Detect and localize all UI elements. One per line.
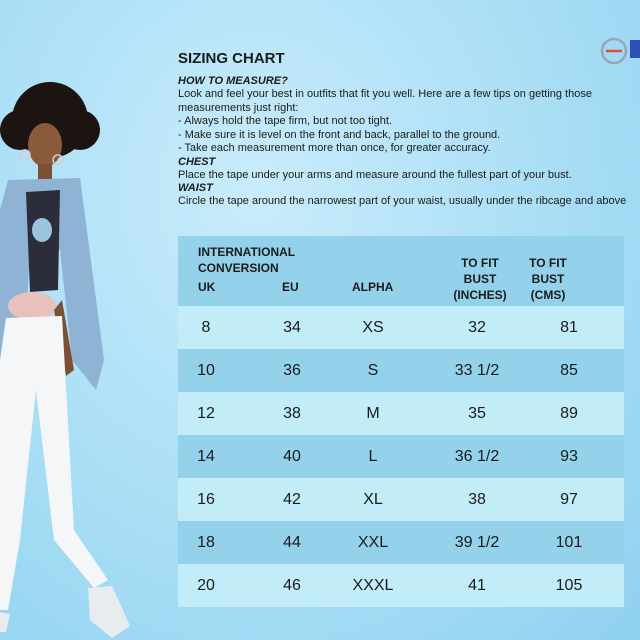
cell-alpha: XXXL: [352, 577, 394, 594]
header-inches-line1: TO FIT: [461, 256, 499, 270]
table-row: [178, 478, 624, 521]
cell-cms: 89: [560, 405, 578, 422]
how-to-measure-heading: HOW TO MEASURE?: [178, 75, 288, 87]
cell-uk: 14: [197, 448, 215, 465]
cell-cms: 97: [560, 491, 578, 508]
cell-inches: 32: [468, 319, 486, 336]
cell-cms: 101: [555, 534, 583, 551]
table-row: [178, 564, 624, 607]
cell-inches: 38: [468, 491, 486, 508]
cell-alpha: XXL: [357, 534, 389, 551]
header-inches-line2: BUST: [463, 272, 497, 286]
header-intl-line2: CONVERSION: [198, 261, 279, 275]
cell-uk: 10: [197, 362, 215, 379]
cell-eu: 38: [283, 405, 301, 422]
cell-uk: 20: [197, 577, 215, 594]
size-table: [178, 236, 624, 607]
header-cms-line2: BUST: [531, 272, 565, 286]
header-alpha: ALPHA: [352, 280, 394, 294]
table-row: [178, 306, 624, 349]
cell-uk: 8: [201, 319, 211, 336]
cell-inches: 39 1/2: [454, 534, 500, 551]
intro-line: - Take each measurement more than once, for greater accuracy.: [178, 142, 491, 154]
cell-alpha: L: [368, 448, 378, 465]
cell-eu: 36: [283, 362, 301, 379]
table-body: [178, 306, 624, 607]
cell-eu: 34: [283, 319, 301, 336]
chest-heading: CHEST: [178, 155, 216, 168]
cell-alpha: M: [366, 405, 380, 422]
table-row: [178, 435, 624, 478]
waist-heading: WAIST: [178, 182, 213, 194]
header-cms-line1: TO FIT: [529, 256, 567, 270]
intro-line: measurements just right:: [178, 101, 299, 114]
table-row: [178, 521, 624, 564]
cell-cms: 105: [555, 577, 583, 594]
chest-text: Place the tape under your arms and measure around the fullest part of your bust.: [178, 168, 572, 181]
cell-eu: 46: [283, 577, 301, 594]
model-photo: [0, 60, 150, 640]
cell-uk: 12: [197, 405, 215, 422]
cell-eu: 42: [283, 491, 301, 508]
cell-uk: 16: [197, 491, 215, 508]
sizing-instructions: [178, 50, 640, 209]
cell-alpha: S: [367, 362, 379, 379]
header-inches-line3: (INCHES): [453, 288, 507, 302]
cell-cms: 85: [560, 362, 578, 379]
header-intl-line1: INTERNATIONAL: [198, 245, 296, 259]
cell-inches: 41: [468, 577, 486, 594]
cell-inches: 33 1/2: [454, 362, 500, 379]
table-row: [178, 349, 624, 392]
page-title: SIZING CHART: [178, 50, 285, 67]
header-eu: EU: [282, 280, 299, 294]
cell-alpha: XL: [363, 491, 383, 508]
table-header: [178, 236, 624, 306]
cell-eu: 40: [283, 448, 301, 465]
cell-uk: 18: [197, 534, 215, 551]
header-uk: UK: [198, 280, 216, 294]
table-row: [178, 392, 624, 435]
cell-cms: 93: [560, 448, 578, 465]
cell-cms: 81: [560, 319, 578, 336]
cell-alpha: XS: [362, 319, 384, 336]
cell-eu: 44: [283, 534, 301, 551]
intro-line: - Make sure it is level on the front and back, parallel to the ground.: [178, 128, 501, 141]
waist-text: Circle the tape around the narrowest part of your waist, usually under the ribcage and above: [178, 195, 627, 207]
cell-inches: 35: [468, 405, 486, 422]
cell-inches: 36 1/2: [454, 448, 500, 465]
header-cms-line3: (CMS): [530, 288, 566, 302]
intro-line: - Always hold the tape firm, but not too tight.: [178, 115, 393, 127]
intro-line: Look and feel your best in outfits that fit you well. Here are a few tips on getting those: [178, 88, 592, 100]
